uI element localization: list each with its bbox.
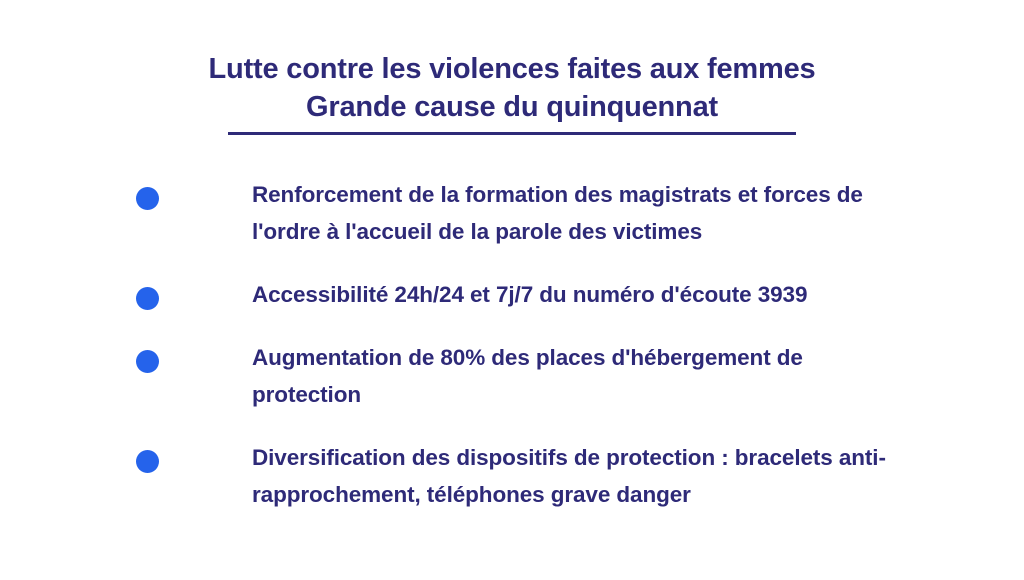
bullet-dot-icon [136, 350, 159, 373]
list-item [0, 276, 1024, 313]
bullet-marker-cell [0, 339, 252, 373]
list-item-label: Diversification des dispositifs de protection : bracelets anti-rapprochement, téléphones grave danger [252, 445, 886, 507]
bullet-marker-cell [0, 176, 252, 210]
list-item-label: Renforcement de la formation des magistrats et forces de l'ordre à l'accueil de la parole des victimes [252, 182, 863, 244]
bullet-marker-cell [0, 439, 252, 473]
list-item [0, 176, 1024, 250]
slide-title-block [0, 50, 1024, 135]
bullet-dot-icon [136, 450, 159, 473]
bullet-marker-cell [0, 276, 252, 310]
list-item [0, 439, 1024, 513]
bullet-dot-icon [136, 187, 159, 210]
list-item-label: Augmentation de 80% des places d'hébergement de protection [252, 345, 803, 407]
page-title-line-2: Grande cause du quinquennat [306, 91, 718, 123]
list-item-label: Accessibilité 24h/24 et 7j/7 du numéro d'écoute 3939 [252, 282, 808, 307]
bullet-list [0, 176, 1024, 539]
page-title-line-1: Lutte contre les violences faites aux femmes [208, 53, 816, 85]
list-item [0, 339, 1024, 413]
title-underline-divider [228, 132, 796, 135]
bullet-dot-icon [136, 287, 159, 310]
